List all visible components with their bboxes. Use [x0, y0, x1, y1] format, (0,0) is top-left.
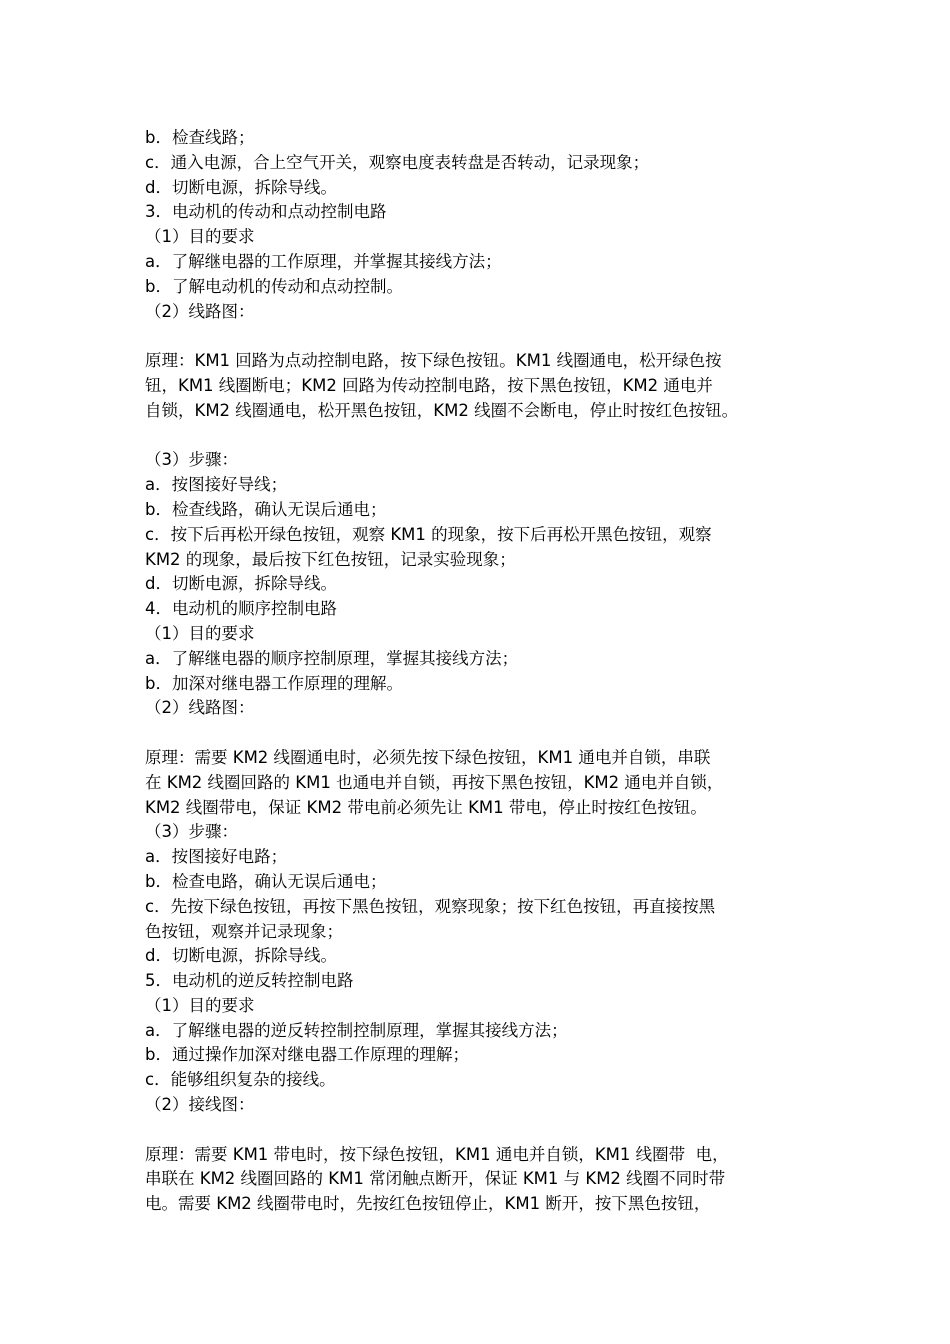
text-line: b．检查线路； [145, 128, 255, 147]
text-line: a．按图接好电路； [145, 847, 288, 867]
section-heading: 4．电动机的顺序控制电路 [145, 599, 337, 619]
text-line: 串联在 KM2 线圈回路的 KM1 常闭触点断开，保证 KM1 与 KM2 线圈不同时带 [145, 1169, 726, 1189]
section-heading: 5．电动机的逆反转控制电路 [145, 971, 354, 991]
document-body [145, 126, 845, 1217]
blank-line [145, 324, 845, 349]
text-line: d．切断电源，拆除导线。 [145, 177, 337, 197]
text-line: b．检查线路，确认无误后通电； [145, 499, 387, 519]
blank-line [145, 1118, 845, 1143]
section-heading: 3．电动机的传动和点动控制电路 [145, 202, 387, 222]
text-line: 自锁，KM2 线圈通电，松开黑色按钮，KM2 线圈不会断电，停止时按红色按钮。 [145, 400, 739, 420]
text-line: c．能够组织复杂的接线。 [145, 1070, 336, 1090]
text-line: d．切断电源，拆除导线。 [145, 946, 337, 966]
text-line: KM2 的现象，最后按下红色按钮，记录实验现象； [145, 549, 516, 569]
text-line: 在 KM2 线圈回路的 KM1 也通电并自锁，再按下黑色按钮，KM2 通电并自锁， [145, 772, 724, 792]
subsection-heading: （3）步骤： [145, 822, 238, 842]
text-line: a．了解继电器的逆反转控制控制原理，掌握其接线方法； [145, 1020, 568, 1040]
text-line: a．按图接好导线； [145, 475, 288, 495]
text-line: KM2 线圈带电，保证 KM2 带电前必须先让 KM1 带电，停止时按红色按钮。 [145, 797, 707, 817]
subsection-heading: （1）目的要求 [145, 995, 255, 1015]
subsection-heading: （1）目的要求 [145, 623, 255, 643]
text-line: b．加深对继电器工作原理的理解。 [145, 673, 403, 693]
blank-line [145, 424, 845, 449]
subsection-heading: （3）步骤： [145, 450, 238, 470]
text-line: c．先按下绿色按钮，再按下黑色按钮，观察现象；按下红色按钮，再直接按黑 [145, 896, 716, 916]
subsection-heading: （2）接线图： [145, 1095, 255, 1115]
text-line: b．了解电动机的传动和点动控制。 [145, 276, 403, 296]
text-line: b．通过操作加深对继电器工作原理的理解； [145, 1045, 469, 1065]
text-line: 色按钮，观察并记录现象； [145, 921, 343, 941]
text-line: 原理：需要 KM2 线圈通电时，必须先按下绿色按钮，KM1 通电并自锁，串联 [145, 747, 711, 767]
text-line: c．按下后再松开绿色按钮，观察 KM1 的现象，按下后再松开黑色按钮，观察 [145, 524, 712, 544]
text-line: a．了解继电器的工作原理，并掌握其接线方法； [145, 251, 502, 271]
text-line: 钮，KM1 线圈断电；KM2 回路为传动控制电路，按下黑色按钮，KM2 通电并 [145, 375, 713, 395]
text-line: a．了解继电器的顺序控制原理，掌握其接线方法； [145, 648, 519, 668]
subsection-heading: （2）线路图： [145, 301, 255, 321]
blank-line [145, 721, 845, 746]
text-line: d．切断电源，拆除导线。 [145, 574, 337, 594]
text-line: 原理：需要 KM1 带电时，按下绿色按钮，KM1 通电并自锁，KM1 线圈带 电， [145, 1144, 729, 1164]
text-line: 电。需要 KM2 线圈带电时，先按红色按钮停止，KM1 断开，按下黑色按钮， [145, 1194, 711, 1214]
text-line: 原理：KM1 回路为点动控制电路，按下绿色按钮。KM1 线圈通电，松开绿色按 [145, 351, 722, 371]
subsection-heading: （1）目的要求 [145, 227, 255, 247]
text-line: b．检查电路，确认无误后通电； [145, 871, 387, 891]
text-line: c．通入电源，合上空气开关，观察电度表转盘是否转动，记录现象； [145, 152, 650, 172]
subsection-heading: （2）线路图： [145, 698, 255, 718]
